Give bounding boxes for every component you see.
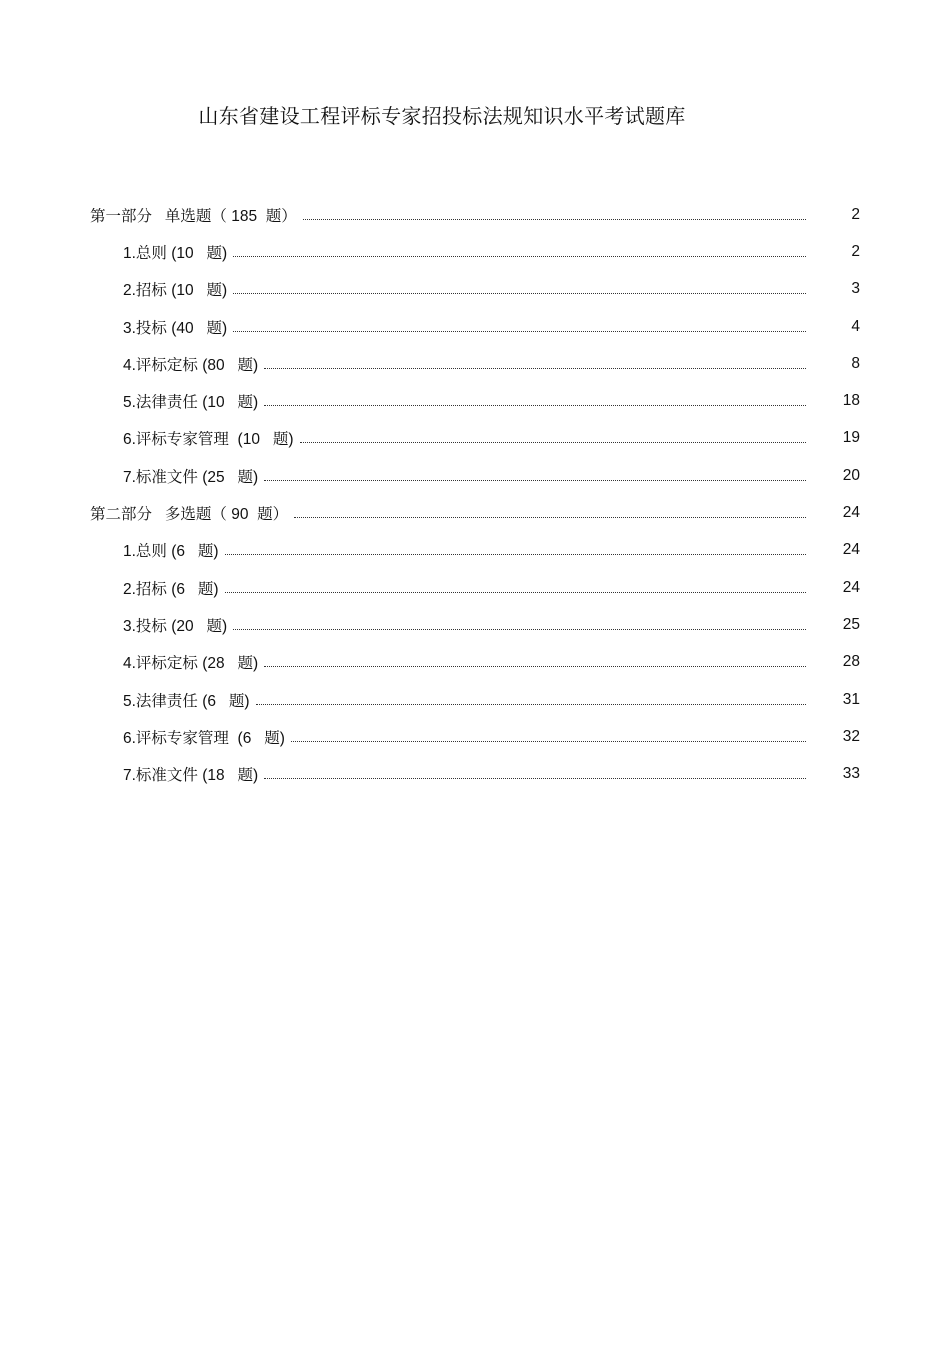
dot-leader: [233, 330, 806, 332]
toc-section[interactable]: [0, 644, 950, 681]
dot-leader: [300, 441, 806, 443]
toc-section[interactable]: [0, 345, 950, 382]
toc-entry-label: 4.评标定标 (28 题): [123, 655, 259, 673]
toc-page-number: 3: [851, 280, 860, 298]
toc-section[interactable]: [0, 755, 950, 792]
toc-part-1[interactable]: [0, 196, 950, 233]
toc-entry-label: 3.投标 (20 题): [123, 617, 228, 635]
toc-entry-label: 1.总则 (6 题): [123, 543, 219, 561]
toc-page-number: 2: [851, 242, 860, 260]
dot-leader: [233, 628, 806, 630]
toc-entry-label: 2.招标 (10 题): [123, 282, 228, 300]
toc-section[interactable]: [0, 382, 950, 419]
toc-section[interactable]: [0, 308, 950, 345]
toc-part-2[interactable]: [0, 494, 950, 531]
toc-entry-label: 6.评标专家管理 (6 题): [123, 729, 285, 747]
toc-entry-label: 5.法律责任 (10 题): [123, 394, 259, 412]
toc-entry-label: 第一部分 单选题（ 185 题）: [90, 207, 297, 225]
dot-leader: [264, 665, 806, 667]
toc-entry-label: 2.招标 (6 题): [123, 580, 219, 598]
toc-entry-label: 3.投标 (40 题): [123, 319, 228, 337]
dot-leader: [264, 367, 806, 369]
toc-page-number: 24: [842, 504, 860, 522]
dot-leader: [294, 516, 806, 518]
dot-leader: [291, 740, 806, 742]
toc-page-number: 18: [842, 392, 860, 410]
toc-entry-label: 1.总则 (10 题): [123, 244, 228, 262]
page-title: 山东省建设工程评标专家招投标法规知识水平考试题库: [198, 104, 686, 128]
toc-entry-label: 7.标准文件 (25 题): [123, 468, 259, 486]
toc-section[interactable]: [0, 457, 950, 494]
toc-page-number: 33: [842, 765, 860, 783]
dot-leader: [303, 218, 806, 220]
dot-leader: [225, 591, 806, 593]
toc-entry-label: 7.标准文件 (18 题): [123, 767, 259, 785]
dot-leader: [264, 404, 806, 406]
dot-leader: [264, 479, 806, 481]
toc-page-number: 8: [851, 354, 860, 372]
table-of-contents: [0, 196, 950, 793]
toc-page-number: 4: [851, 317, 860, 335]
toc-section[interactable]: [0, 681, 950, 718]
toc-page-number: 32: [842, 727, 860, 745]
toc-section[interactable]: [0, 420, 950, 457]
toc-page-number: 24: [842, 541, 860, 559]
toc-section[interactable]: [0, 271, 950, 308]
toc-section[interactable]: [0, 718, 950, 755]
dot-leader: [225, 553, 806, 555]
toc-entry-label: 5.法律责任 (6 题): [123, 692, 250, 710]
toc-page-number: 2: [851, 205, 860, 223]
toc-entry-label: 6.评标专家管理 (10 题): [123, 431, 294, 449]
toc-page-number: 24: [842, 578, 860, 596]
dot-leader: [264, 777, 806, 779]
toc-section[interactable]: [0, 606, 950, 643]
dot-leader: [256, 703, 806, 705]
toc-page-number: 20: [842, 466, 860, 484]
toc-section[interactable]: [0, 532, 950, 569]
dot-leader: [233, 292, 806, 294]
toc-page-number: 28: [842, 653, 860, 671]
toc-page-number: 19: [842, 429, 860, 447]
toc-entry-label: 4.评标定标 (80 题): [123, 356, 259, 374]
toc-section[interactable]: [0, 233, 950, 270]
toc-section[interactable]: [0, 569, 950, 606]
toc-entry-label: 第二部分 多选题（ 90 题）: [90, 506, 289, 524]
toc-page-number: 25: [842, 615, 860, 633]
toc-page-number: 31: [842, 690, 860, 708]
dot-leader: [233, 255, 806, 257]
